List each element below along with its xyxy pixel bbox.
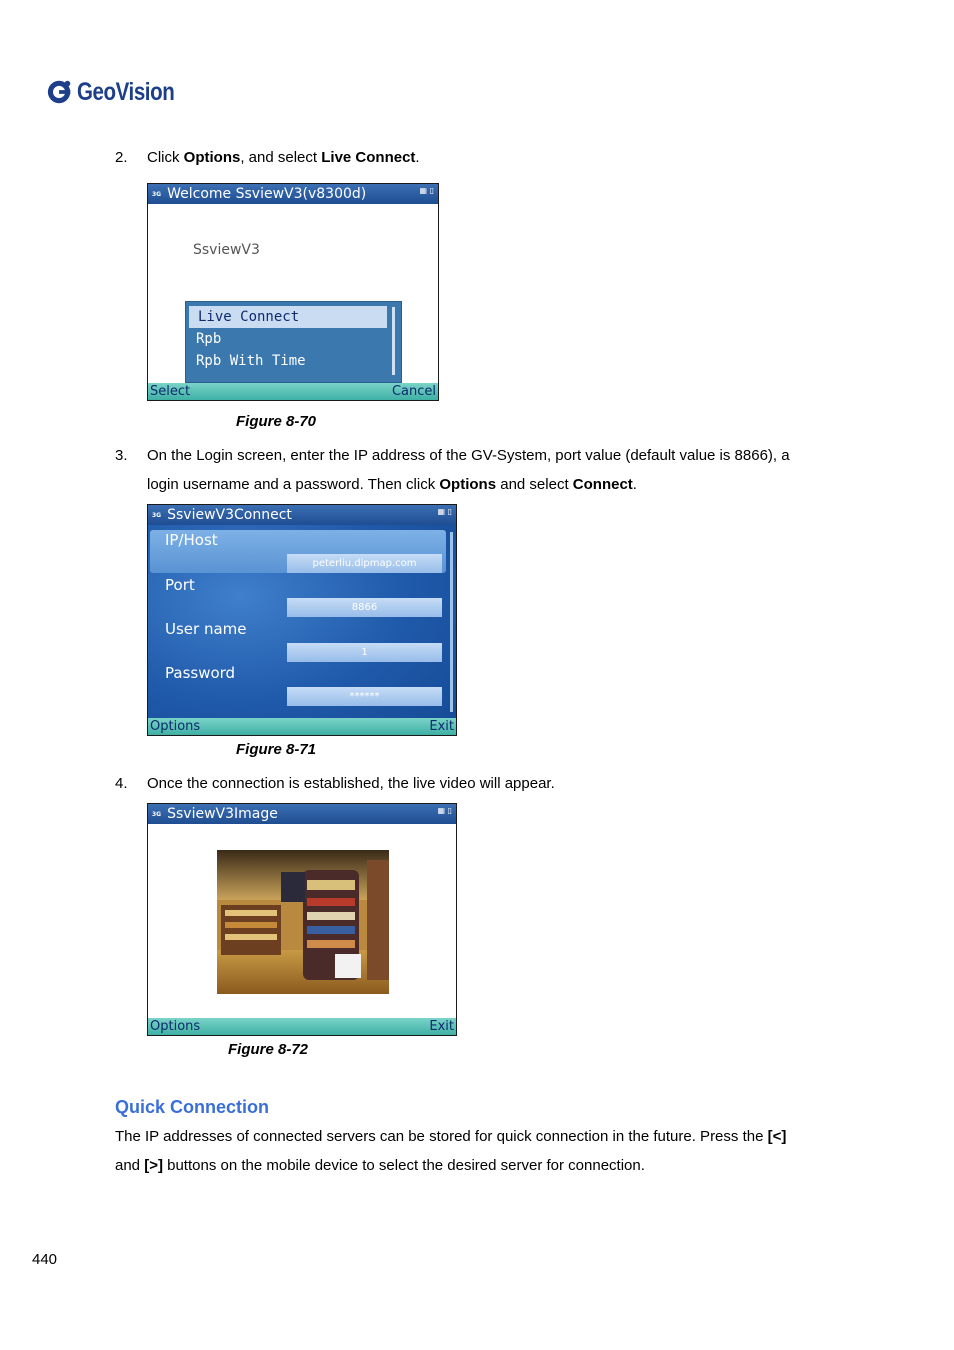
input-port[interactable]: 8866 bbox=[287, 598, 442, 617]
page-number: 440 bbox=[32, 1251, 58, 1268]
bold-options: Options bbox=[183, 149, 241, 166]
softkey-exit[interactable]: Exit bbox=[429, 1019, 454, 1034]
battery-icon: ▦ ▯ bbox=[437, 806, 452, 815]
text: , and select bbox=[240, 149, 322, 166]
text: buttons on the mobile device to select the desired server for connection. bbox=[162, 1157, 645, 1174]
app-label: SsviewV3 bbox=[193, 242, 260, 258]
signal-3g-icon: 3G bbox=[152, 190, 162, 198]
quick-line2 bbox=[115, 1156, 645, 1176]
bold-options: Options bbox=[439, 476, 497, 493]
label-password: Password bbox=[165, 664, 236, 682]
figure-8-71-screen bbox=[147, 504, 457, 736]
text: Click bbox=[147, 149, 184, 166]
bold-right-key: [>] bbox=[144, 1157, 163, 1174]
step-3-line2 bbox=[147, 475, 637, 495]
softkey-options[interactable]: Options bbox=[150, 1019, 201, 1034]
step-number: 2. bbox=[115, 149, 128, 166]
signal-3g-icon: 3G bbox=[152, 511, 162, 519]
phone-title-bar bbox=[148, 505, 456, 525]
text: and bbox=[115, 1157, 145, 1174]
phone-title-bar bbox=[148, 804, 456, 824]
section-heading: Quick Connection bbox=[115, 1097, 270, 1117]
bold-live-connect: Live Connect bbox=[321, 149, 416, 166]
caption-8-72: Figure 8-72 bbox=[228, 1041, 309, 1058]
softkey-select[interactable]: Select bbox=[150, 384, 191, 399]
input-password[interactable]: ****** bbox=[287, 687, 442, 706]
phone-title-bar bbox=[148, 184, 438, 204]
input-ip-host[interactable]: peterliu.dipmap.com bbox=[287, 554, 442, 573]
options-menu bbox=[185, 301, 402, 383]
caption-8-70: Figure 8-70 bbox=[236, 413, 317, 430]
step-2 bbox=[115, 148, 128, 168]
text: . bbox=[415, 149, 420, 166]
quick-line1 bbox=[115, 1127, 786, 1147]
logo-text: GeoVision bbox=[77, 77, 175, 106]
figure-8-72-screen bbox=[147, 803, 457, 1036]
label-user-name: User name bbox=[165, 620, 247, 638]
figure-8-70-screen bbox=[147, 183, 439, 401]
bold-connect: Connect bbox=[572, 476, 633, 493]
menu-item-rpb[interactable]: Rpb bbox=[196, 331, 222, 347]
step-3-number: 3. bbox=[115, 447, 128, 464]
text: The IP addresses of connected servers can be stored for quick connection in the future. Press the bbox=[115, 1128, 768, 1145]
label-port: Port bbox=[165, 576, 195, 594]
battery-icon: ▦ ▯ bbox=[419, 186, 434, 195]
softkey-bar bbox=[148, 718, 456, 735]
phone-title: SsviewV3Connect bbox=[167, 507, 292, 523]
text: login username and a password. Then click bbox=[147, 476, 440, 493]
menu-item-rpb-with-time[interactable]: Rpb With Time bbox=[196, 353, 306, 369]
phone-title: Welcome SsviewV3(v8300d) bbox=[167, 186, 367, 202]
step-3-line1: On the Login screen, enter the IP address of the GV-System, port value (default value is 8866), a bbox=[147, 447, 790, 464]
form-scrollbar[interactable] bbox=[450, 532, 453, 712]
battery-icon: ▦ ▯ bbox=[437, 507, 452, 516]
softkey-options[interactable]: Options bbox=[150, 719, 201, 734]
softkey-bar bbox=[148, 383, 438, 400]
text: and select bbox=[496, 476, 573, 493]
phone-title: SsviewV3Image bbox=[167, 806, 278, 822]
geovision-logo bbox=[46, 74, 196, 110]
menu-item-live-connect[interactable]: Live Connect bbox=[189, 306, 387, 328]
step-4-number: 4. bbox=[115, 775, 128, 792]
menu-scrollbar[interactable] bbox=[392, 307, 395, 375]
softkey-cancel[interactable]: Cancel bbox=[391, 384, 436, 399]
step-4-text: Once the connection is established, the live video will appear. bbox=[147, 775, 555, 792]
text: . bbox=[632, 476, 637, 493]
caption-8-71: Figure 8-71 bbox=[236, 741, 317, 758]
bold-left-key: [<] bbox=[767, 1128, 787, 1145]
signal-3g-icon: 3G bbox=[152, 810, 162, 818]
step-2-text bbox=[147, 148, 420, 168]
label-ip-host: IP/Host bbox=[165, 531, 218, 549]
softkey-bar bbox=[148, 1018, 456, 1035]
softkey-exit[interactable]: Exit bbox=[429, 719, 454, 734]
live-video-image bbox=[217, 850, 389, 994]
input-user-name[interactable]: 1 bbox=[287, 643, 442, 662]
geovision-logo-icon bbox=[46, 78, 74, 106]
